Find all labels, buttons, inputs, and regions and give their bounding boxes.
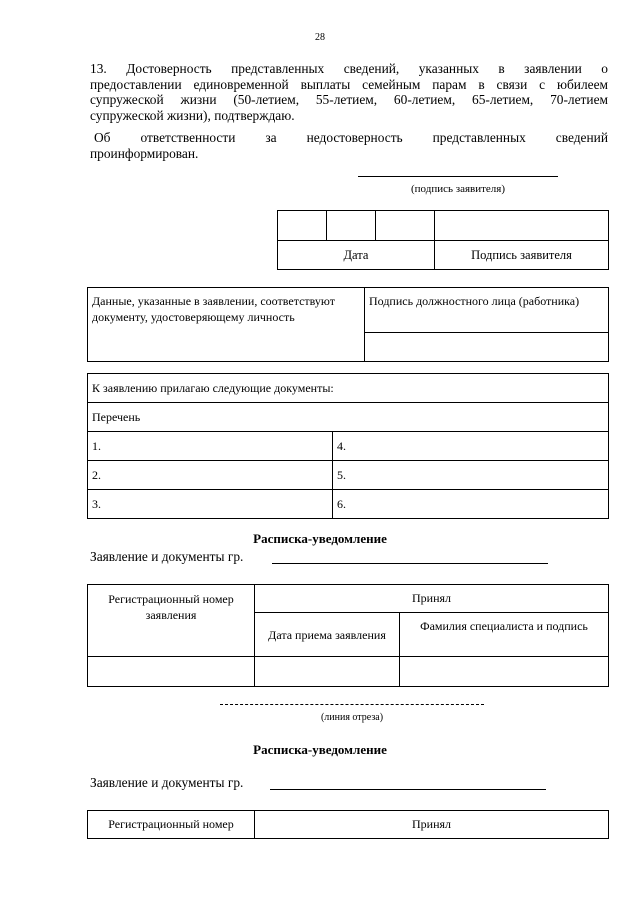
cut-line	[220, 704, 484, 705]
declaration-line: супружеской жизни (50-летием, 55-летием, 60-летием, 65-летием, 70-летием	[90, 92, 608, 107]
document-item-6[interactable]: 6.	[333, 490, 609, 519]
receipt-table-2	[87, 810, 609, 839]
receipt-date-cell[interactable]	[255, 657, 400, 687]
applicant-signature-caption: (подпись заявителя)	[410, 183, 506, 195]
document-item-2[interactable]: 2.	[88, 461, 333, 490]
date-month-cell[interactable]	[327, 211, 376, 241]
receipt-table	[87, 584, 609, 687]
specialist-cell[interactable]	[400, 657, 609, 687]
receipt-title-2: Расписка-уведомление	[253, 742, 387, 757]
date-year-cell[interactable]	[376, 211, 435, 241]
receipt-date-label: Дата приема заявления	[255, 613, 400, 657]
applicant-signature-line	[358, 176, 558, 177]
declaration-line: 13. Достоверность представленных сведений, указанных в заявлении о	[90, 61, 608, 76]
responsibility-line: Об ответственности за недостоверность представленных сведений	[94, 130, 608, 145]
documents-table	[87, 373, 609, 519]
responsibility-paragraph	[90, 130, 608, 161]
signature-label: Подпись заявителя	[435, 241, 609, 270]
date-signature-table	[277, 210, 609, 270]
date-label: Дата	[278, 241, 435, 270]
date-day-cell[interactable]	[278, 211, 327, 241]
accepted-label-2: Принял	[255, 811, 609, 839]
declaration-line: супружеской жизни), подтверждаю.	[90, 107, 295, 123]
receipt-title: Расписка-уведомление	[253, 531, 387, 546]
verification-text: Данные, указанные в заявлении, соответствуют документу, удостоверяющему личность	[88, 288, 365, 362]
reg-number-label-2: Регистрационный номер	[88, 811, 255, 839]
document-item-3[interactable]: 3.	[88, 490, 333, 519]
responsibility-line: проинформирован.	[90, 145, 199, 161]
applicant-signature-cell[interactable]	[435, 211, 609, 241]
documents-header: К заявлению прилагаю следующие документы:	[88, 374, 609, 403]
specialist-label: Фамилия специалиста и подпись	[400, 613, 609, 657]
document-item-5[interactable]: 5.	[333, 461, 609, 490]
page-number: 28	[315, 32, 325, 43]
declaration-paragraph	[90, 61, 608, 123]
citizen-name-line-2[interactable]	[270, 789, 546, 790]
reg-number-cell[interactable]	[88, 657, 255, 687]
receipt-statement-label: Заявление и документы гр.	[90, 549, 244, 564]
official-signature-label: Подпись должностного лица (работника)	[365, 288, 609, 333]
accepted-label: Принял	[255, 585, 609, 613]
receipt-statement-label-2: Заявление и документы гр.	[90, 775, 244, 790]
document-item-4[interactable]: 4.	[333, 432, 609, 461]
official-signature-cell[interactable]	[365, 333, 609, 362]
reg-number-label: Регистрационный номер заявления	[88, 585, 255, 657]
document-item-1[interactable]: 1.	[88, 432, 333, 461]
cut-line-caption: (линия отреза)	[320, 712, 384, 723]
declaration-line: предоставлении единовременной выплаты семейным парам в связи с юбилеем	[90, 76, 608, 92]
citizen-name-line[interactable]	[272, 563, 548, 564]
verification-table	[87, 287, 609, 362]
documents-list-label: Перечень	[88, 403, 609, 432]
